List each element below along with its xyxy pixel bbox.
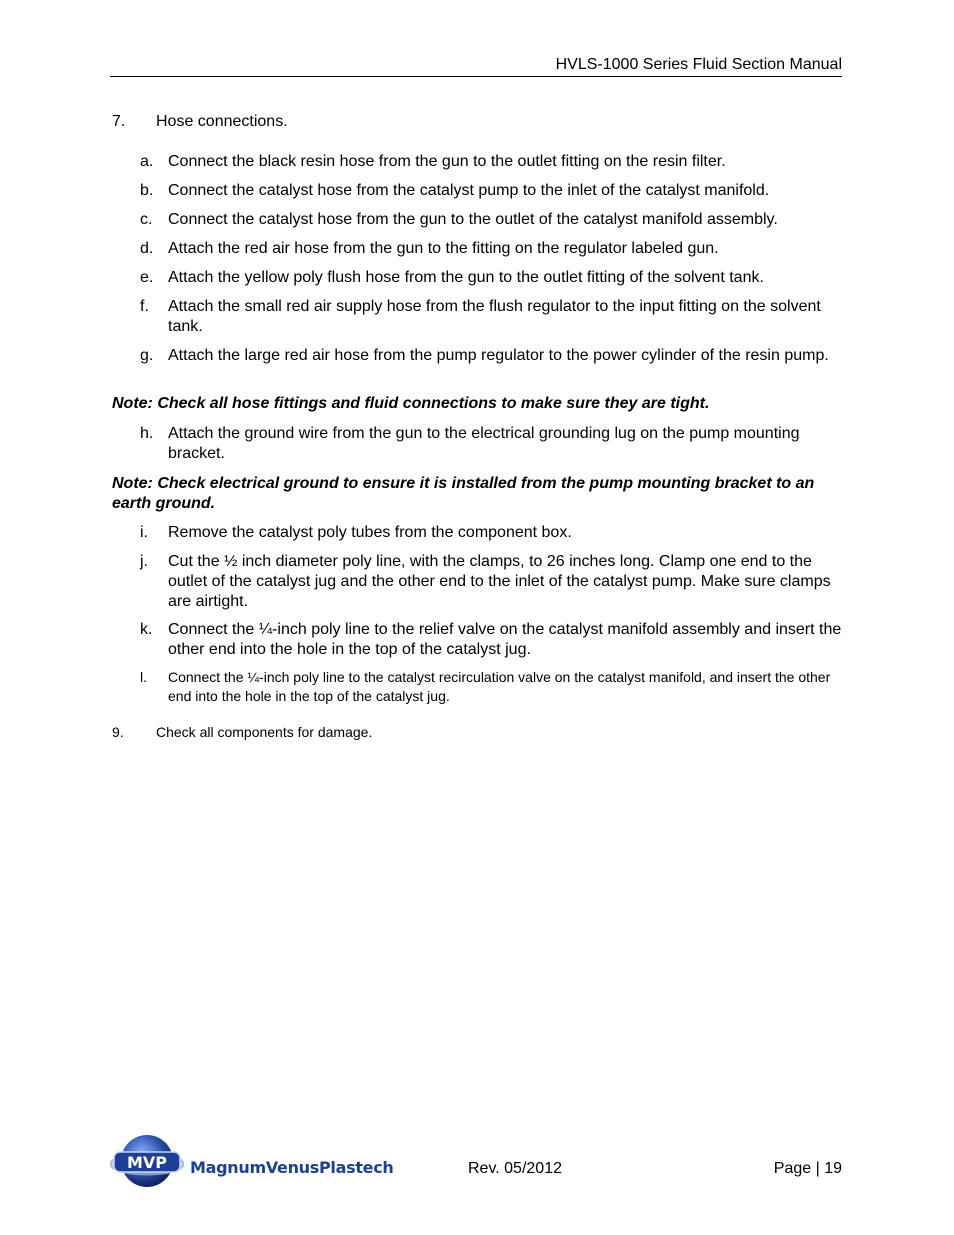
list-item (140, 210, 842, 230)
item-letter: h. (140, 425, 154, 442)
list-item (140, 239, 842, 259)
item-text: Remove the catalyst poly tubes from the component box. (168, 524, 572, 541)
item-letter: c. (140, 211, 153, 228)
company-logo (110, 1128, 400, 1198)
step-number: 7. (112, 113, 126, 130)
item-letter: a. (140, 153, 154, 170)
item-text: Connect the ¼-inch poly line to the catalyst recirculation valve on the catalyst manifold, and insert the other end into the hole in the top of the catalyst jug. (168, 669, 831, 704)
revision-date: Rev. 05/2012 (468, 1160, 562, 1177)
list-item (140, 552, 842, 612)
item-text: Connect the catalyst hose from the catalyst pump to the inlet of the catalyst manifold. (168, 182, 770, 199)
item-letter: k. (140, 621, 153, 638)
item-text: Attach the ground wire from the gun to the electrical grounding lug on the pump mounting bracket. (168, 425, 800, 462)
item-letter: d. (140, 240, 154, 257)
page-footer (110, 1128, 842, 1198)
page-number: Page | 19 (773, 1160, 842, 1177)
item-letter: g. (140, 347, 154, 364)
item-text: Connect the black resin hose from the gun to the outlet fitting on the resin filter. (168, 153, 726, 170)
item-text: Attach the small red air supply hose from the flush regulator to the input fitting on the solvent tank. (168, 298, 821, 335)
list-item (140, 297, 842, 337)
item-letter: j. (140, 553, 148, 570)
item-text: Cut the ½ inch diameter poly line, with the clamps, to 26 inches long. Clamp one end to the outlet of the catalyst jug and the other end to the inlet of the catalyst pump. Make sure clamps are airtight. (168, 553, 831, 610)
page-header (110, 54, 842, 77)
svg-text:MVP: MVP (126, 1153, 168, 1172)
list-item (140, 620, 842, 660)
list-item (140, 424, 842, 464)
item-letter: l. (140, 669, 147, 685)
item-text: Connect the catalyst hose from the gun to the outlet of the catalyst manifold assembly. (168, 211, 778, 228)
step-title: Hose connections. (156, 113, 288, 130)
item-letter: b. (140, 182, 154, 199)
item-text: Attach the large red air hose from the pump regulator to the power cylinder of the resin pump. (168, 347, 829, 364)
item-text: Attach the yellow poly flush hose from the gun to the outlet fitting of the solvent tank. (168, 269, 764, 286)
step-title: Check all components for damage. (156, 724, 373, 740)
step-number: 9. (112, 724, 124, 740)
item-text: Connect the ¼-inch poly line to the relief valve on the catalyst manifold assembly and insert the other end into the hole in the top of the catalyst jug. (168, 621, 842, 658)
mvp-logo-emblem (110, 1132, 184, 1190)
item-letter: e. (140, 269, 154, 286)
item-letter: i. (140, 524, 148, 541)
note-ground: Note: Check electrical ground to ensure it is installed from the pump mounting bracket to an earth ground. (112, 475, 815, 512)
list-item (140, 268, 842, 288)
manual-title: HVLS-1000 Series Fluid Section Manual (555, 56, 842, 73)
list-item (140, 181, 842, 201)
item-text: Attach the red air hose from the gun to the fitting on the regulator labeled gun. (168, 240, 719, 257)
note-fittings: Note: Check all hose fittings and fluid connections to make sure they are tight. (112, 395, 710, 412)
list-item (140, 346, 842, 366)
list-item (140, 523, 842, 543)
company-name: MagnumVenusPlastech (190, 1158, 394, 1177)
list-item (140, 152, 842, 172)
list-item (140, 668, 842, 706)
item-letter: f. (140, 298, 149, 315)
